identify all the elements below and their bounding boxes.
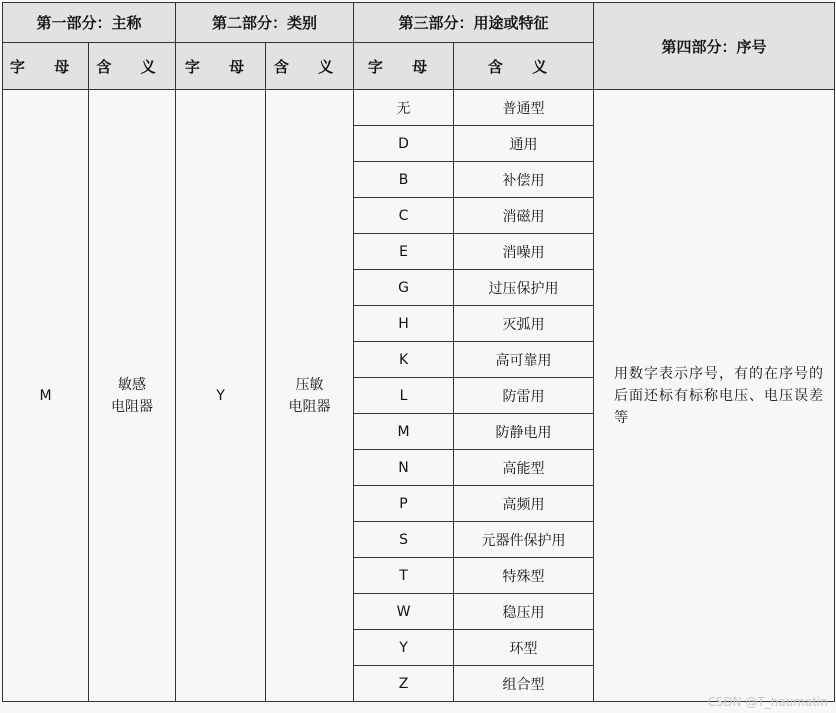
part3-meaning: 高可靠用 (454, 342, 594, 378)
varistor-naming-table (2, 2, 835, 702)
header-part1: 第一部分：主称 (3, 3, 176, 43)
part2-meaning-line1: 压敏 (295, 376, 324, 393)
part3-letter: Y (354, 630, 454, 666)
watermark: CSDN @T_haumatin (707, 695, 828, 709)
part3-meaning: 特殊型 (454, 558, 594, 594)
header-part2-meaning: 含 义 (266, 43, 354, 90)
part3-letter: D (354, 126, 454, 162)
part3-letter: T (354, 558, 454, 594)
part2-letter-cell (176, 90, 266, 702)
part3-letter: E (354, 234, 454, 270)
part3-letter: L (354, 378, 454, 414)
header-part2-letter: 字 母 (176, 43, 266, 90)
part1-meaning-cell (89, 90, 176, 702)
part3-letter: P (354, 486, 454, 522)
part2-meaning-line2: 电阻器 (288, 398, 331, 415)
part3-letter: K (354, 342, 454, 378)
part2-letter: Y (216, 387, 225, 404)
part3-meaning: 过压保护用 (454, 270, 594, 306)
part3-meaning: 元器件保护用 (454, 522, 594, 558)
part3-meaning: 防雷用 (454, 378, 594, 414)
header-part3-meaning: 含 义 (454, 43, 594, 90)
part1-letter-cell (3, 90, 89, 702)
part3-letter: 无 (354, 90, 454, 126)
header-part3: 第三部分：用途或特征 (354, 3, 594, 43)
part3-meaning: 高能型 (454, 450, 594, 486)
header-part3-letter: 字 母 (354, 43, 454, 90)
header-part1-meaning: 含 义 (89, 43, 176, 90)
part3-meaning: 环型 (454, 630, 594, 666)
header-part2: 第二部分：类别 (176, 3, 354, 43)
part3-letter: C (354, 198, 454, 234)
part2-meaning-cell (266, 90, 354, 702)
part3-letter: M (354, 414, 454, 450)
part3-meaning: 防静电用 (454, 414, 594, 450)
part1-meaning-line1: 敏感 (118, 376, 146, 393)
part3-meaning: 消噪用 (454, 234, 594, 270)
part3-meaning: 普通型 (454, 90, 594, 126)
part3-meaning: 灭弧用 (454, 306, 594, 342)
part3-meaning: 稳压用 (454, 594, 594, 630)
part3-meaning: 消磁用 (454, 198, 594, 234)
part1-letter: M (39, 387, 52, 404)
part3-letter: B (354, 162, 454, 198)
part4-description: 用数字表示序号，有的在序号的后面还标有标称电压、电压误差等 (594, 90, 835, 702)
part1-meaning-line2: 电阻器 (111, 398, 153, 415)
part3-meaning: 高频用 (454, 486, 594, 522)
part3-meaning: 补偿用 (454, 162, 594, 198)
header-part4: 第四部分：序号 (594, 3, 835, 90)
part3-meaning: 通用 (454, 126, 594, 162)
part3-letter: G (354, 270, 454, 306)
table-row (3, 90, 835, 126)
part3-letter: Z (354, 666, 454, 702)
code-table-frame (2, 2, 834, 706)
part3-meaning: 组合型 (454, 666, 594, 702)
part3-letter: W (354, 594, 454, 630)
table-body (3, 90, 835, 702)
part3-letter: N (354, 450, 454, 486)
part3-letter: S (354, 522, 454, 558)
part3-letter: H (354, 306, 454, 342)
header-part1-letter: 字 母 (3, 43, 89, 90)
